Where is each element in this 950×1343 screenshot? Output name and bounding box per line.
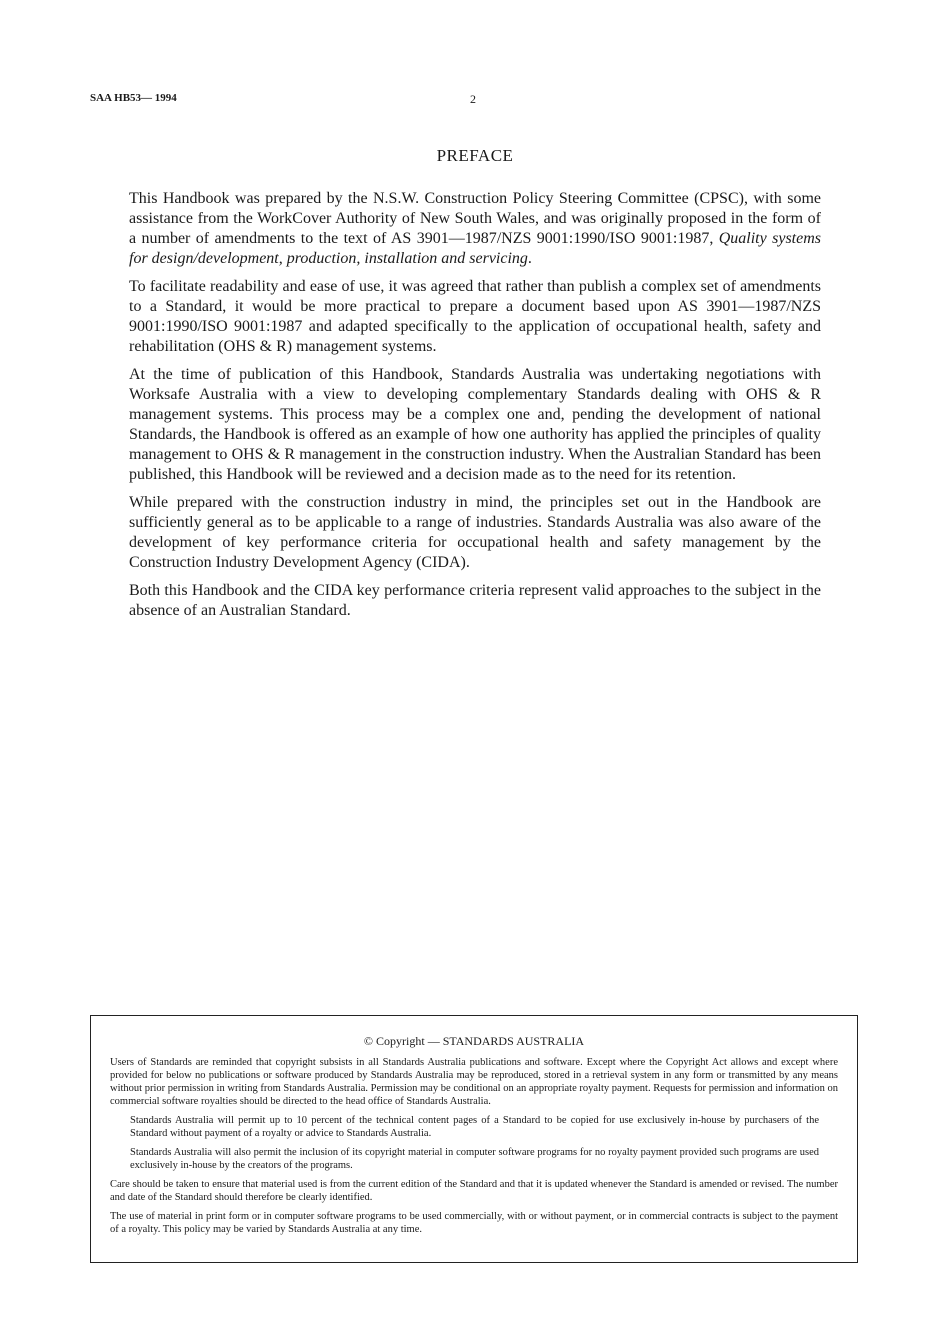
preface-paragraph-1-end: . — [527, 250, 532, 267]
copyright-paragraph-4: Care should be taken to ensure that material used is from the current edition of the Standard and that it is updated whenever the Standard is amended or revised. The number and date of the Standard should therefore be clearly identified. — [110, 1179, 838, 1203]
copyright-paragraph-2: Standards Australia will permit up to 10 percent of the technical content pages of a Standard to be copied for use exclusively in-house by purchasers of the Standard without payment of a royalty or advice to Standards Australia. — [130, 1115, 819, 1139]
preface-body — [129, 189, 821, 629]
preface-paragraph-5: Both this Handbook and the CIDA key performance criteria represent valid approaches to the subject in the absence of an Australian Standard. — [129, 582, 821, 619]
copyright-paragraph-3: Standards Australia will also permit the inclusion of its copyright material in computer software programs for no royalty payment provided such programs are used exclusively in-house by the creators of the programs. — [130, 1147, 819, 1171]
page-title: PREFACE — [436, 146, 514, 165]
document-id: SAA HB53— 1994 — [90, 92, 177, 104]
preface-paragraph-1-text: This Handbook was prepared by the N.S.W. Construction Policy Steering Committee (CPSC), with some assistance from the WorkCover Authority of New South Wales, and was originally proposed in the form of a number of amendments to the text of AS 3901—1987/NZS 9001:1990/ISO 9001:1987, — [129, 190, 821, 247]
page-number: 2 — [470, 92, 476, 106]
preface-paragraph-4: While prepared with the construction industry in mind, the principles set out in the Handbook are sufficiently general as to be applicable to a range of industries. Standards Australia was also aware of the development of key performance criteria for occupational health and safety management by the Construction Industry Development Agency (CIDA). — [129, 494, 821, 571]
copyright-title: © Copyright — STANDARDS AUSTRALIA — [363, 1034, 585, 1048]
preface-paragraph-3: At the time of publication of this Handbook, Standards Australia was undertaking negotiations with Worksafe Australia with a view to developing complementary Standards dealing with OHS & R management systems. This process may be a complex one and, pending the development of national Standards, the Handbook is offered as an example of how one authority has applied the principles of quality management to OHS & R management in the construction industry. When the Australian Standard has been published, this Handbook will be reviewed and a decision made as to the need for its retention. — [129, 366, 821, 483]
copyright-paragraph-5: The use of material in print form or in computer software programs to be used commercially, with or without payment, or in commercial contracts is subject to the payment of a royalty. This policy may be varied by Standards Australia at any time. — [110, 1211, 838, 1235]
preface-paragraph-2: To facilitate readability and ease of use, it was agreed that rather than publish a complex set of amendments to a Standard, it would be more practical to prepare a document based upon AS 3901—1987/NZS 9001:1990/ISO 9001:1987 and adapted specifically to the application of occupational health, safety and rehabilitation (OHS & R) management systems. — [129, 278, 821, 355]
standard-title-italic: Quality systems for design/development, production, installation and servicing — [129, 230, 821, 267]
copyright-paragraph-1: Users of Standards are reminded that copyright subsists in all Standards Australia publications and software. Except where the Copyright Act allows and except where provided for below no publications or software produced by Standards Australia may be reproduced, stored in a retrieval system in any form or transmitted by any means without prior permission in writing from Standards Australia. Permission may be conditional on an appropriate royalty payment. Requests for permission and information on commercial software royalties should be directed to the head office of Standards Australia. — [110, 1057, 838, 1107]
copyright-notice-box — [90, 1015, 858, 1263]
preface-paragraph-1 — [129, 189, 821, 269]
